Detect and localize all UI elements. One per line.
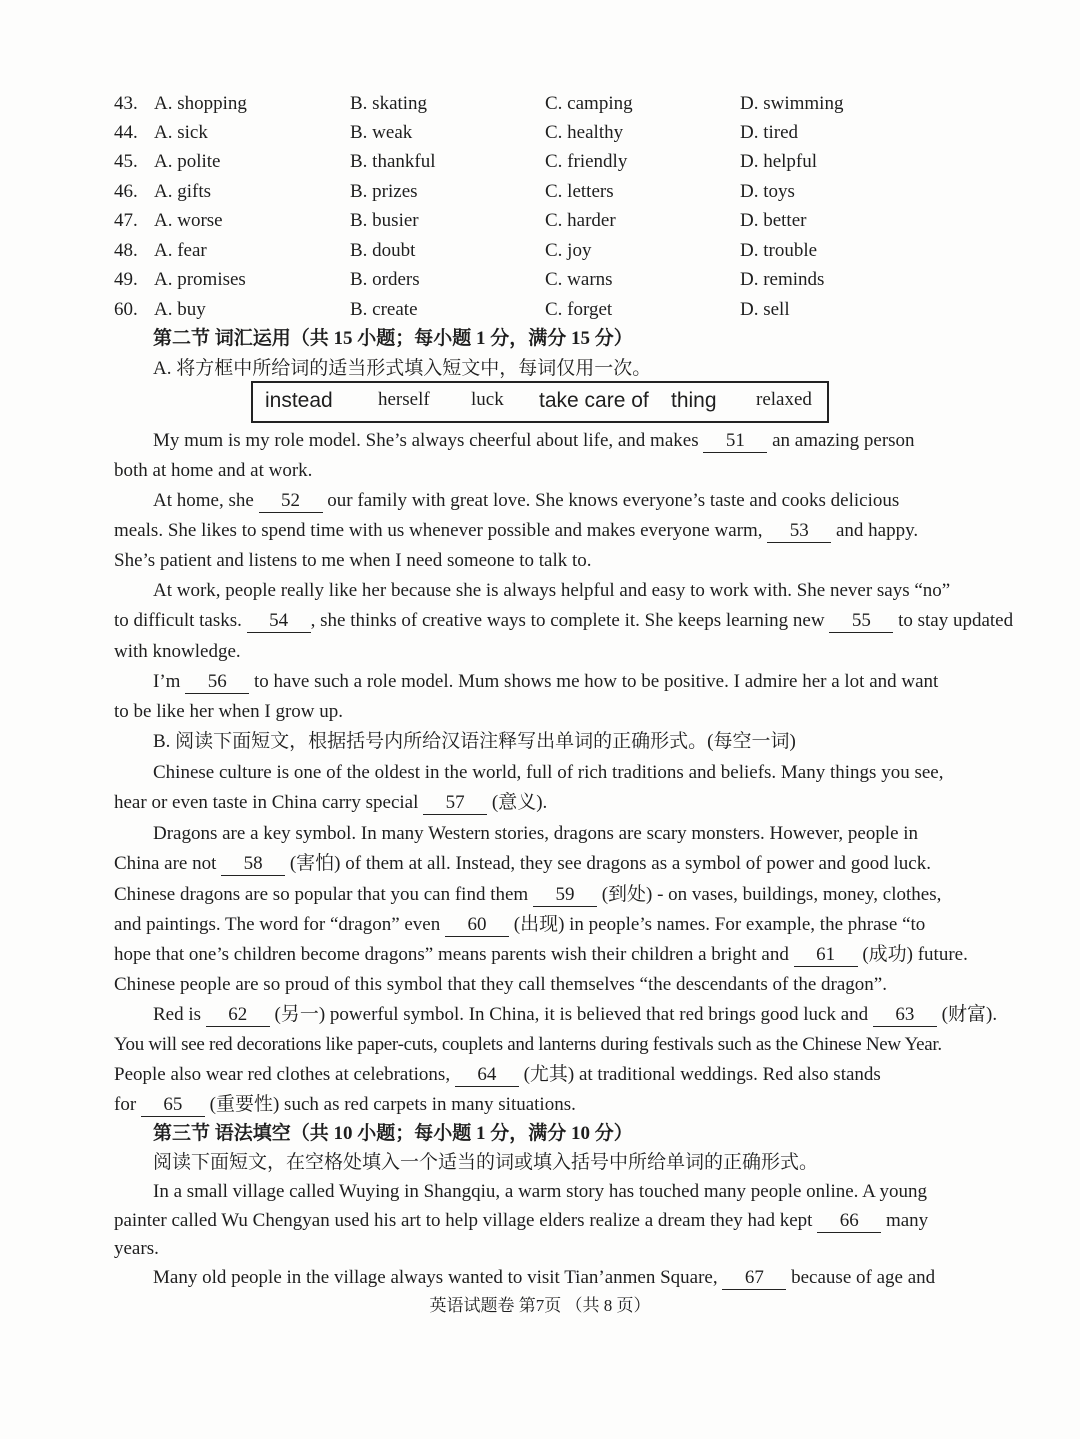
passage-line [153, 667, 966, 697]
passage-line [153, 1263, 966, 1293]
passage-line [114, 788, 966, 818]
passage-line: to be like her when I grow up. [114, 701, 343, 722]
option-a: A. gifts [154, 181, 211, 202]
blank-51: 51 [703, 430, 767, 453]
option-a: A. fear [154, 240, 207, 261]
option-c: C. letters [545, 181, 614, 202]
option-d: D. reminds [740, 269, 825, 290]
option-d: D. tired [740, 122, 799, 143]
option-a: A. buy [154, 299, 206, 320]
word-box-item: herself [378, 389, 430, 410]
blank-66: 66 [817, 1210, 881, 1233]
text: our family with great love. She knows everyone’s taste and cooks delicious [327, 490, 900, 511]
word-box-item: relaxed [756, 389, 812, 410]
blank-57: 57 [423, 792, 487, 815]
option-a: A. sick [154, 122, 208, 143]
section-3-instruction: 阅读下面短文，在空格处填入一个适当的词或填入括号中所给单词的正确形式。 [153, 1152, 819, 1173]
option-c: C. warns [545, 269, 613, 290]
text: At home, she [153, 490, 254, 511]
blank-52: 52 [259, 490, 323, 513]
text: People also wear red clothes at celebrations, [114, 1064, 451, 1085]
text: hear or even taste in China carry special [114, 792, 419, 813]
question-number: 49. [114, 269, 138, 290]
word-box-item: instead [265, 389, 333, 412]
option-c: C. friendly [545, 151, 628, 172]
passage-line [153, 426, 966, 456]
section-2-title: 第二节 词汇运用（共 15 小题；每小题 1 分，满分 15 分） [153, 328, 633, 349]
option-b: B. skating [350, 93, 428, 114]
question-number: 60. [114, 299, 138, 320]
hint: (成功) future. [862, 944, 968, 965]
passage-line [153, 1000, 998, 1030]
text: painter called Wu Chengyan used his art to help village elders realize a dream they had kept [114, 1210, 813, 1231]
passage-line [114, 516, 966, 546]
question-number: 43. [114, 93, 138, 114]
text: China are not [114, 853, 217, 874]
blank-64: 64 [455, 1064, 519, 1087]
passage-line [114, 880, 966, 910]
question-number: 44. [114, 122, 138, 143]
blank-56: 56 [185, 671, 249, 694]
text: for [114, 1094, 137, 1115]
passage-line [114, 606, 1014, 636]
passage-line [114, 910, 966, 940]
part-b-instruction: B. 阅读下面短文，根据括号内所给汉语注释写出单词的正确形式。(每空一词) [153, 731, 796, 752]
passage-line [114, 1060, 966, 1090]
passage-line [114, 1206, 966, 1236]
option-c: C. camping [545, 93, 633, 114]
option-b: B. doubt [350, 240, 416, 261]
option-c: C. joy [545, 240, 592, 261]
blank-62: 62 [206, 1004, 270, 1027]
text: hope that one’s children become dragons” means parents wish their children a bright and [114, 944, 789, 965]
text: My mum is my role model. She’s always cheerful about life, and makes [153, 430, 699, 451]
passage-line [114, 1090, 966, 1120]
text: I’m [153, 671, 181, 692]
word-box-item: take care of [539, 389, 649, 412]
word-box-item: thing [671, 389, 717, 412]
text: many [885, 1210, 929, 1231]
text: Red is [153, 1004, 202, 1025]
blank-53: 53 [767, 520, 831, 543]
option-b: B. thankful [350, 151, 436, 172]
blank-59: 59 [533, 884, 597, 907]
question-number: 47. [114, 210, 138, 231]
passage-line: In a small village called Wuying in Shangqiu, a warm story has touched many people online. A young [153, 1181, 928, 1202]
text: to difficult tasks. [114, 610, 242, 631]
passage-line: At work, people really like her because she is always helpful and easy to work with. She never says “no” [153, 580, 951, 601]
hint: (另一) powerful symbol. In China, it is believed that red brings good luck and [274, 1004, 869, 1025]
part-a-instruction: A. 将方框中所给词的适当形式填入短文中，每词仅用一次。 [153, 358, 652, 379]
passage-line [114, 849, 966, 879]
passage-line: Chinese people are so proud of this symbol that they call themselves “the descendants of the dragon”. [114, 974, 887, 995]
text: , she thinks of creative ways to complete it. She keeps learning new [310, 610, 825, 631]
passage-line: Chinese culture is one of the oldest in the world, full of rich traditions and beliefs. Many things you see, [153, 762, 944, 783]
text: because of age and [791, 1267, 936, 1288]
blank-65: 65 [141, 1094, 205, 1117]
passage-line: She’s patient and listens to me when I need someone to talk to. [114, 550, 592, 571]
passage-line [153, 486, 966, 516]
text: an amazing person [772, 430, 915, 451]
question-number: 46. [114, 181, 138, 202]
hint: (意义). [491, 792, 548, 813]
option-d: D. toys [740, 181, 795, 202]
hint: (重要性) such as red carpets in many situations. [209, 1094, 576, 1115]
page-footer: 英语试题卷 第7页 （共 8 页） [429, 1296, 651, 1315]
option-c: C. forget [545, 299, 613, 320]
text: Chinese dragons are so popular that you can find them [114, 884, 529, 905]
option-a: A. worse [154, 210, 223, 231]
passage-line: years. [114, 1238, 159, 1259]
passage-line [114, 940, 966, 970]
hint: (害怕) of them at all. Instead, they see dragons as a symbol of power and good luck. [289, 853, 931, 874]
passage-line: You will see red decorations like paper-cuts, couplets and lanterns during festivals such as the Chinese New Year. [114, 1034, 942, 1055]
blank-60: 60 [445, 914, 509, 937]
section-3-title: 第三节 语法填空（共 10 小题；每小题 1 分，满分 10 分） [153, 1123, 633, 1144]
hint: (到处) - on vases, buildings, money, clothes, [601, 884, 942, 905]
blank-67: 67 [722, 1267, 786, 1290]
blank-55: 55 [829, 610, 893, 633]
option-b: B. prizes [350, 181, 418, 202]
option-d: D. trouble [740, 240, 818, 261]
passage-line: both at home and at work. [114, 460, 313, 481]
text: meals. She likes to spend time with us whenever possible and makes everyone warm, [114, 520, 763, 541]
blank-63: 63 [873, 1004, 937, 1027]
blank-58: 58 [221, 853, 285, 876]
option-b: B. create [350, 299, 418, 320]
blank-61: 61 [794, 944, 858, 967]
option-a: A. promises [154, 269, 246, 290]
option-a: A. polite [154, 151, 221, 172]
question-number: 45. [114, 151, 138, 172]
word-box-item: luck [471, 389, 504, 410]
option-d: D. sell [740, 299, 790, 320]
option-c: C. harder [545, 210, 616, 231]
option-b: B. busier [350, 210, 419, 231]
blank-54: 54 [247, 610, 311, 633]
option-b: B. weak [350, 122, 413, 143]
text: to stay updated [898, 610, 1014, 631]
option-d: D. helpful [740, 151, 818, 172]
word-box [251, 381, 829, 423]
hint: (出现) in people’s names. For example, the phrase “to [513, 914, 926, 935]
text: Many old people in the village always wanted to visit Tian’anmen Square, [153, 1267, 718, 1288]
option-a: A. shopping [154, 93, 247, 114]
passage-line: Dragons are a key symbol. In many Western stories, dragons are scary monsters. However, people in [153, 823, 919, 844]
hint: (财富). [941, 1004, 998, 1025]
question-number: 48. [114, 240, 138, 261]
option-b: B. orders [350, 269, 420, 290]
text: to have such a role model. Mum shows me how to be positive. I admire her a lot and want [253, 671, 939, 692]
hint: (尤其) at traditional weddings. Red also stands [523, 1064, 881, 1085]
option-d: D. better [740, 210, 807, 231]
passage-line: with knowledge. [114, 641, 241, 662]
option-d: D. swimming [740, 93, 844, 114]
text: and happy. [836, 520, 919, 541]
text: and paintings. The word for “dragon” even [114, 914, 441, 935]
option-c: C. healthy [545, 122, 624, 143]
